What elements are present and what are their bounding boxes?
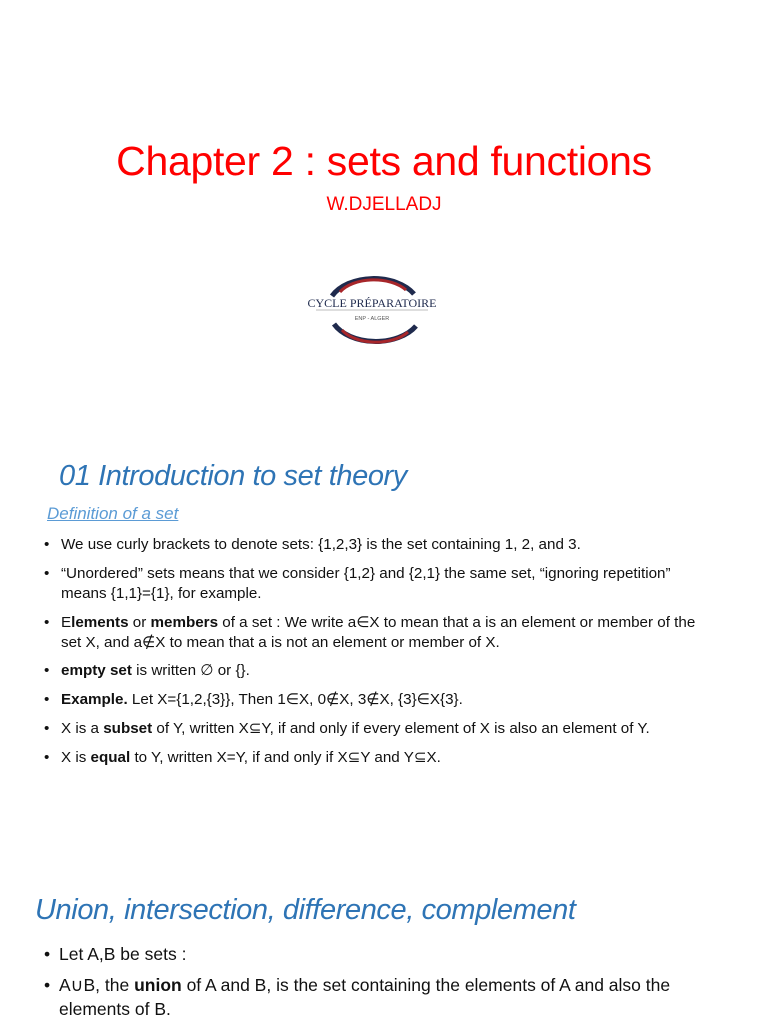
bullet-item: • We use curly brackets to denote sets: {1,2,3} is the set containing 1, 2, and 3.: [44, 535, 714, 555]
bullet-item: • X is a subset of Y, written X⊆Y, if and only if every element of X is also an element of Y.: [44, 719, 714, 739]
subheading: Definition of a set: [47, 504, 179, 523]
intro-slide: [0, 430, 768, 860]
logo-text-main: CYCLE PRÉPARATOIRE: [307, 296, 437, 310]
bullet-item: • A∪B, the union of A and B, is the set containing the elements of A and also the elements of B.: [44, 973, 684, 1021]
bullet-item: • Elements or members of a set : We write a∈X to mean that a is an element or member of the set X, and a∉X to mean that a is not an element or member of X.: [44, 613, 714, 653]
section-title: 01 Introduction to set theory: [59, 460, 407, 492]
logo-text-sub: ENP - ALGER: [354, 316, 390, 322]
bullet-item: • Example. Let X={1,2,{3}}, Then 1∈X, 0∉X, 3∉X, {3}∈X{3}.: [44, 690, 714, 710]
bullet-item: • X is equal to Y, written X=Y, if and only if X⊆Y and Y⊆X.: [44, 748, 714, 768]
bullet-list: [44, 942, 684, 1028]
section-title: Union, intersection, difference, complement: [35, 894, 576, 926]
title-slide: [0, 0, 768, 430]
operations-slide: [0, 860, 768, 1024]
bullet-item: • “Unordered” sets means that we consider {1,2} and {2,1} the same set, “ignoring repetition” means {1,1}={1}, for example.: [44, 564, 714, 604]
bullet-item: • Let A,B be sets :: [44, 942, 684, 966]
author-name: W.DJELLADJ: [326, 194, 442, 215]
chapter-title: Chapter 2 : sets and functions: [116, 138, 652, 184]
bullet-list: [44, 535, 714, 777]
cycle-preparatoire-logo: [294, 262, 450, 358]
bullet-item: • empty set is written ∅ or {}.: [44, 661, 714, 681]
